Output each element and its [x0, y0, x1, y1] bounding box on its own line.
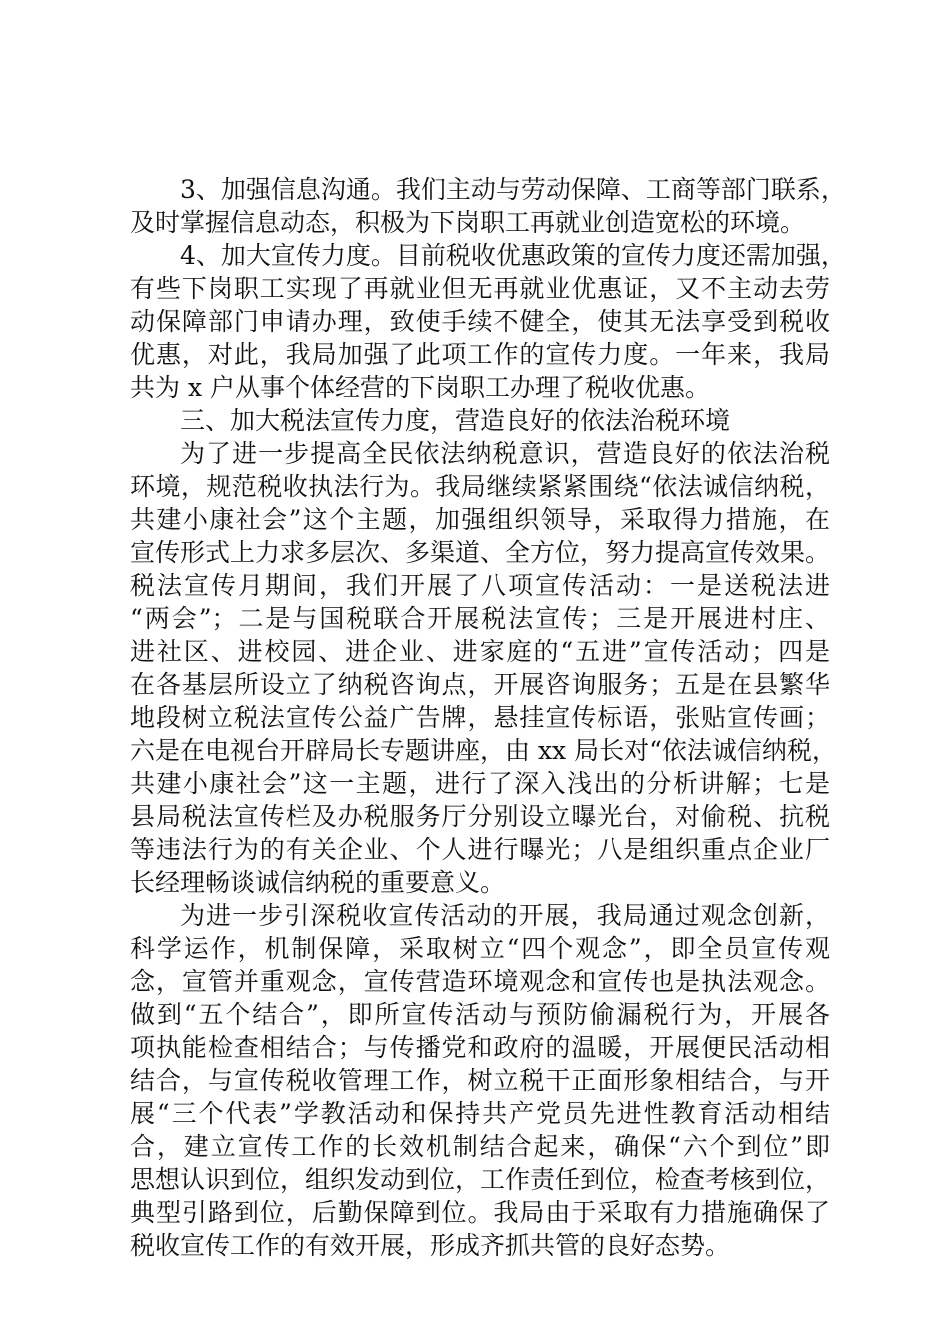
- paragraph-6-line-2: 科学运作，机制保障，采取树立“四个观念”，即全员宣传观: [130, 934, 830, 963]
- paragraph-5-line-11: 共建小康社会”这一主题，进行了深入浅出的分析讲解；七是: [130, 769, 830, 798]
- paragraph-4-line-4: 优惠，对此，我局加强了此项工作的宣传力度。一年来，我局: [130, 340, 830, 369]
- paragraph-5-line-14: 长经理畅谈诚信纳税的重要意义。: [130, 868, 506, 897]
- paragraph-4-line-3: 动保障部门申请办理，致使手续不健全，使其无法享受到税收: [130, 307, 830, 336]
- paragraph-5-line-9: 地段树立税法宣传公益广告牌，悬挂宣传标语，张贴宣传画；: [130, 703, 830, 732]
- section-heading-3: 三、加大税法宣传力度，营造良好的依法治税环境: [180, 406, 731, 435]
- paragraph-6-line-5: 项执能检查相结合；与传播党和政府的温暖，开展便民活动相: [130, 1033, 830, 1062]
- paragraph-4-line-5: 共为 x 户从事个体经营的下岗职工办理了税收优惠。: [130, 373, 710, 402]
- paragraph-5-line-6: “两会”；二是与国税联合开展税法宣传；三是开展进村庄、: [130, 604, 830, 633]
- paragraph-6-line-10: 典型引路到位，后勤保障到位。我局由于采取有力措施确保了: [130, 1198, 830, 1227]
- paragraph-5-line-4: 宣传形式上力求多层次、多渠道、全方位，努力提高宣传效果。: [130, 538, 831, 567]
- paragraph-6-line-9: 思想认识到位，组织发动到位，工作责任到位，检查考核到位，: [130, 1165, 831, 1194]
- paragraph-6-line-4: 做到“五个结合”，即所宣传活动与预防偷漏税行为，开展各: [130, 1000, 830, 1029]
- paragraph-6-line-6: 结合，与宣传税收管理工作，树立税干正面形象相结合，与开: [130, 1066, 830, 1095]
- paragraph-4-line-1: 4、加大宣传力度。目前税收优惠政策的宣传力度还需加强，: [180, 241, 846, 270]
- paragraph-5-line-3: 共建小康社会”这个主题，加强组织领导，采取得力措施，在: [130, 505, 830, 534]
- paragraph-5-line-10: 六是在电视台开辟局长专题讲座，由 xx 局长对“依法诚信纳税，: [130, 736, 837, 765]
- paragraph-6-line-7: 展“三个代表”学教活动和保持共产党员先进性教育活动相结: [130, 1099, 830, 1128]
- paragraph-3-line-1: 3、加强信息沟通。我们主动与劳动保障、工商等部门联系，: [180, 175, 846, 204]
- paragraph-6-line-11: 税收宣传工作的有效开展，形成齐抓共管的良好态势。: [130, 1231, 731, 1260]
- paragraph-5-line-8: 在各基层所设立了纳税咨询点，开展咨询服务；五是在县繁华: [130, 670, 830, 699]
- document-body: [130, 173, 846, 1262]
- paragraph-6-line-3: 念，宣管并重观念，宣传营造环境观念和宣传也是执法观念。: [130, 967, 830, 996]
- paragraph-6-line-8: 合，建立宣传工作的长效机制结合起来，确保“六个到位”即: [130, 1132, 830, 1161]
- paragraph-5-line-7: 进社区、进校园、进企业、进家庭的“五进”宣传活动；四是: [130, 637, 830, 666]
- paragraph-5-line-13: 等违法行为的有关企业、个人进行曝光；八是组织重点企业厂: [130, 835, 830, 864]
- paragraph-5-line-5: 税法宣传月期间，我们开展了八项宣传活动：一是送税法进: [130, 571, 830, 600]
- paragraph-4-line-2: 有些下岗职工实现了再就业但无再就业优惠证，又不主动去劳: [130, 274, 830, 303]
- paragraph-3-line-2: 及时掌握信息动态，积极为下岗职工再就业创造宽松的环境。: [130, 208, 806, 237]
- paragraph-5-line-1: 为了进一步提高全民依法纳税意识，营造良好的依法治税: [180, 439, 830, 468]
- paragraph-6-line-1: 为进一步引深税收宣传活动的开展，我局通过观念创新，: [180, 901, 830, 930]
- paragraph-5-line-2: 环境，规范税收执法行为。我局继续紧紧围绕“依法诚信纳税，: [130, 472, 830, 501]
- paragraph-5-line-12: 县局税法宣传栏及办税服务厅分别设立曝光台，对偷税、抗税: [130, 802, 830, 831]
